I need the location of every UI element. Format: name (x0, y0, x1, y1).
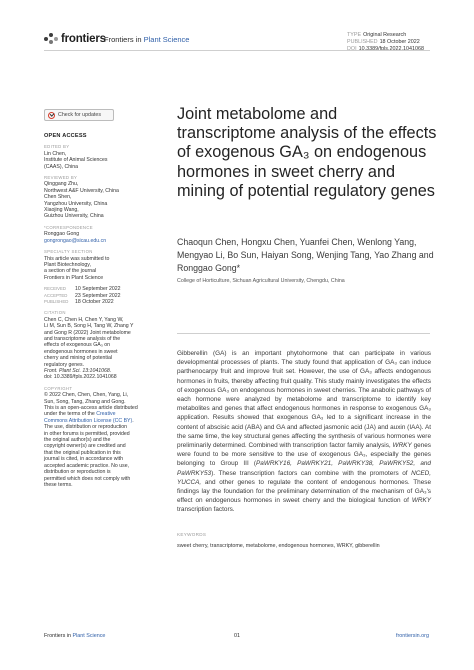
affiliation: College of Horticulture, Sichuan Agricultural University, Chengdu, China (177, 278, 345, 284)
keywords-heading: KEYWORDS (177, 532, 207, 537)
citation-journal: Front. Plant Sci. 13:1041068. (44, 368, 112, 374)
header-divider (44, 50, 430, 51)
accepted-date: ACCEPTED 23 September 2022 (44, 292, 121, 299)
received-date: RECEIVED 10 September 2022 (44, 286, 121, 293)
cc-by-license-link[interactable]: Creative Commons Attribution License (CC BY) (44, 411, 133, 424)
brand-name: frontiers (61, 33, 106, 45)
citation-text: Chen C, Chen H, Chen Y, Yang W, Li M, Sun B, Song H, Tang W, Zhang Y and Gong R (2022) Joint metabolome and transcriptome analysis of the effects of exogenous GA₃ on endogenous hormones in sweet cherry and mining of potential regulatory genes. (44, 316, 134, 368)
meta-published: PUBLISHED 18 October 2022 (347, 39, 420, 45)
page-number: 01 (234, 633, 240, 639)
check-updates-icon (48, 112, 55, 119)
reviewed-by-text: Qinggang Zhu, Northwest A&F University, China Chen Shen, Yangzhou University, China Xiaojing Wang, Guizhou University, China (44, 181, 119, 220)
edited-by-heading: EDITED BY (44, 144, 70, 150)
journal-name: Plant Science (143, 35, 190, 44)
footer-website-link[interactable]: frontiersin.org (396, 633, 429, 639)
meta-doi[interactable]: DOI 10.3389/fpls.2022.1041068 (347, 46, 424, 52)
correspondence-email-link[interactable]: gongrongao@sicau.edu.cn (44, 237, 107, 244)
check-for-updates-button[interactable]: Check for updates (44, 109, 114, 121)
open-access-label: OPEN ACCESS (44, 133, 87, 139)
published-date: PUBLISHED 18 October 2022 (44, 298, 114, 305)
meta-type: TYPE Original Research (347, 32, 407, 38)
citation-doi[interactable]: doi: 10.3389/fpls.2022.1041068 (44, 374, 117, 381)
journal-prefix: Frontiers in (104, 35, 142, 44)
edited-by-text: Lin Chen, Institute of Animal Sciences (CAAS), China (44, 150, 108, 170)
specialty-heading: SPECIALTY SECTION (44, 249, 93, 255)
reviewed-by-heading: REVIEWED BY (44, 175, 78, 181)
keywords-list: sweet cherry, transcriptome, metabolome, endogenous hormones, WRKY, gibberellin (177, 543, 380, 549)
specialty-text: This article was submitted to Plant Biotechnology, a section of the journal Frontiers in Plant Science (44, 255, 110, 281)
correspondence-name: Ronggao Gong (44, 231, 80, 238)
article-dates (44, 286, 147, 305)
copyright-heading: COPYRIGHT (44, 385, 73, 391)
copyright-text: © 2022 Chen, Chen, Chen, Yang, Li, Sun, Song, Tang, Zhang and Gong. This is an open-access article distributed under the terms of the Creative Commons Attribution License (CC BY). The use, distribution or reproduction in other forums is permitted, provided the original author(s) and the copyright owner(s) are credited and that the original publication in this journal is cited, in accordance with accepted academic practice. No use, distribution or reproduction is permitted which does not comply with these terms. (44, 392, 138, 488)
abstract: Gibberellin (GA) is an important phytohormone that can participate in various developmental processes of plants. The study found that application of GA₃ can induce parthenocarpy fruit and improve fruit set. However, the use of GA₃ affects endogenous hormones in fruits, thereby affecting fruit quality. This study mainly investigates the effects of exogenous GA₃ on endogenous hormones in sweet cherries. The anabolic pathways of each hormone were analyzed by metabolome and transcriptome to identify key metabolites and genes that affect endogenous hormones in response to exogenous GA₃ application. Results showed that exogenous GA₃ led to a significant increase in the content of abscisic acid (ABA) and GA and affected jasmonic acid (JA) and auxin (IAA). At the same time, the key structural genes affecting the synthesis of various hormones were preliminarily determined. Combined with transcription factor family analysis, WRKY genes were found to be more sensitive to the use of exogenous GA₃, especially the genes belonging to Group III (PaWRKY16, PaWRKY21, PaWRKY38, PaWRKY52, and PaWRKY53). These transcription factors can combine with the promoters of NCED, YUCCA, and other genes to regulate the content of endogenous hormones. These findings lay the foundation for the preliminary determination of the mechanism of GA₃'s effect on endogenous hormones in sweet cherry and the biological function of WRKY transcription factors. (177, 350, 431, 514)
frontiers-logo-icon (44, 33, 58, 45)
abstract-divider (177, 333, 430, 334)
frontiers-logo[interactable] (44, 33, 106, 45)
article-sidebar (44, 109, 147, 488)
correspondence-heading: *CORRESPONDENCE (44, 224, 93, 230)
article-title: Joint metabolome and transcriptome analysis of the effects of exogenous GA₃ on endogenous hormones in sweet cherry and mining of potential regulatory genes (177, 105, 437, 200)
journal-title[interactable] (104, 35, 189, 44)
footer-journal[interactable]: Frontiers in Plant Science (44, 633, 106, 639)
author-list[interactable]: Chaoqun Chen, Hongxu Chen, Yuanfei Chen, Wenlong Yang, Mengyao Li, Bo Sun, Haiyan Song, Wenjing Tang, Yao Zhang and Ronggao Gong* (177, 237, 434, 274)
citation-heading: CITATION (44, 310, 66, 316)
